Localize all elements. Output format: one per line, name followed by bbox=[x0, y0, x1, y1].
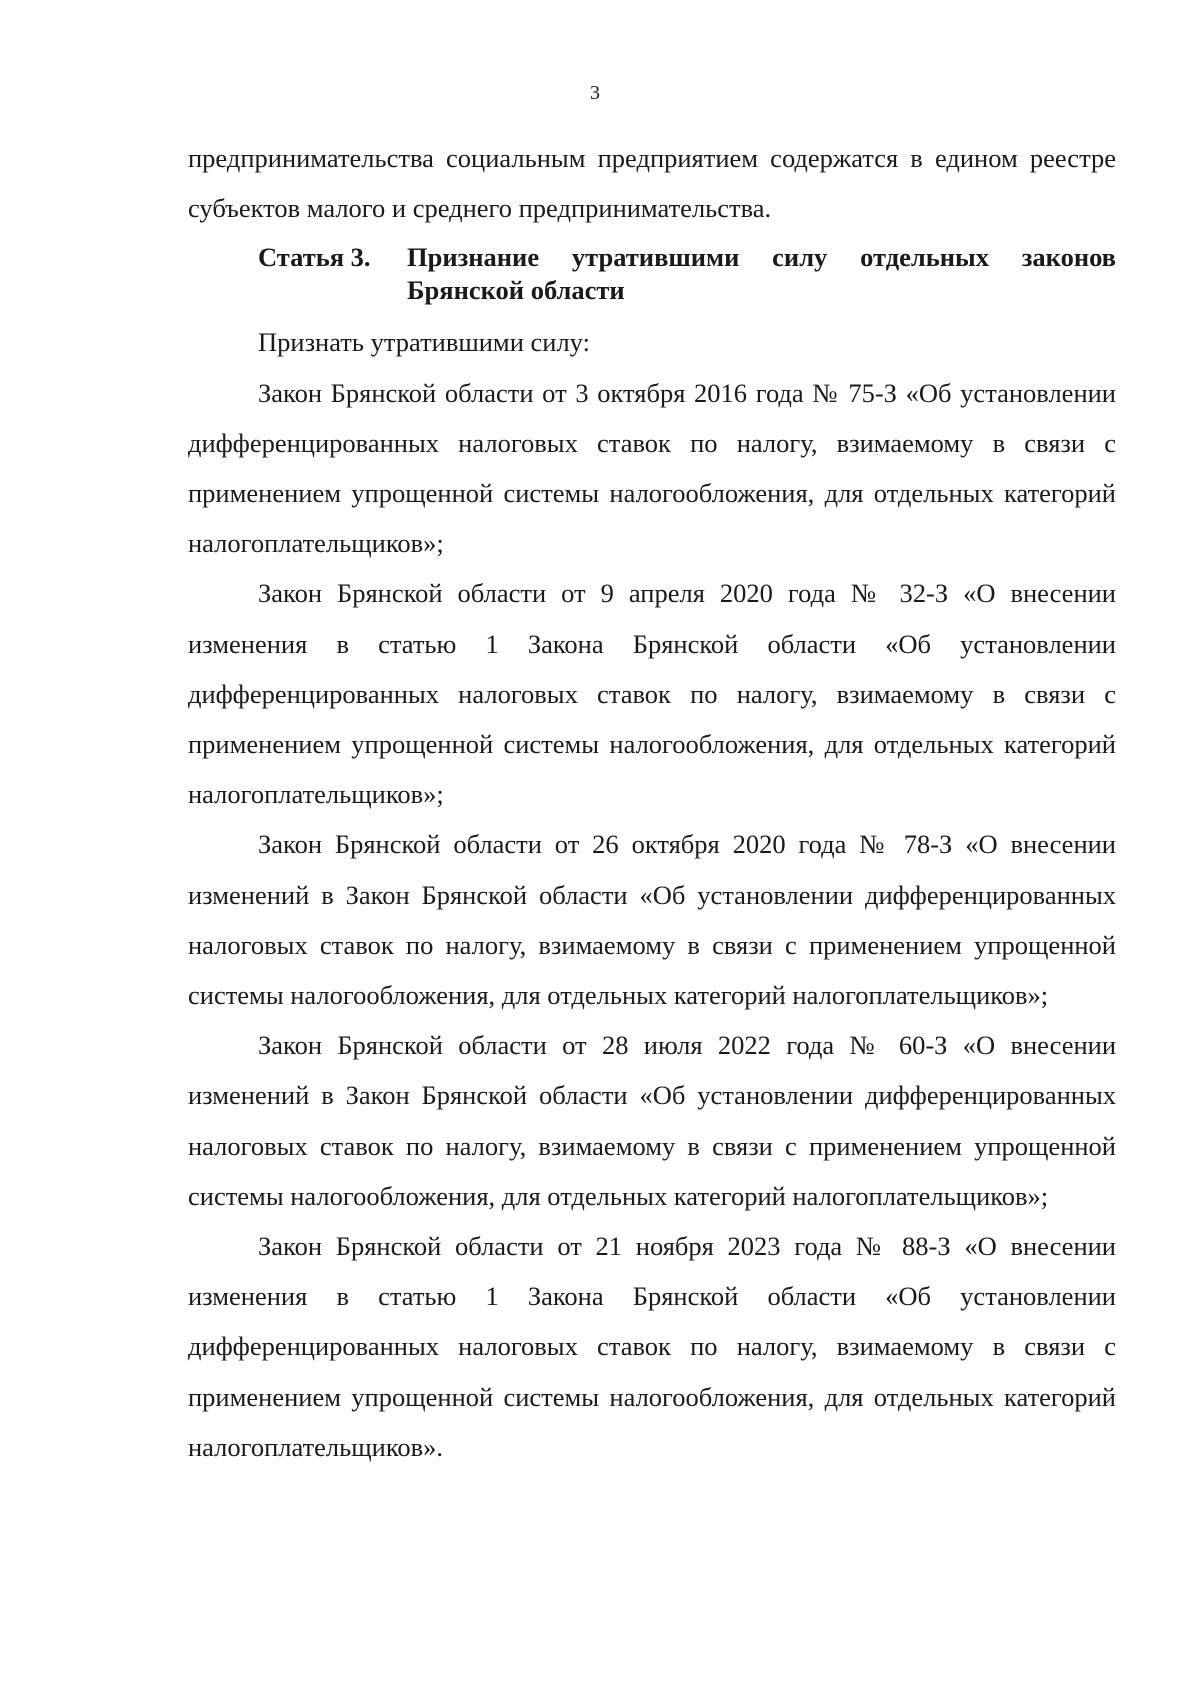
repealed-law-item: Закон Брянской области от 28 июля 2022 года № 60-З «О внесении изменений в Закон Брянской области «Об установлении дифференцированных налоговых ставок по налогу, взимаемому в связи с применением упрощенной системы налогообложения, для отдельных категорий налогоплательщиков»; bbox=[188, 1030, 1116, 1211]
document-body bbox=[188, 133, 1116, 1472]
article-heading bbox=[188, 233, 1116, 317]
repealed-law-item: Закон Брянской области от 9 апреля 2020 года № 32-З «О внесении изменения в статью 1 Закона Брянской области «Об установлении дифференцированных налоговых ставок по налогу, взимаемому в связи с применением упрощенной системы налогообложения, для отдельных категорий налогоплательщиков»; bbox=[188, 578, 1116, 810]
intro-paragraph: предпринимательства социальным предприятием содержатся в едином реестре субъектов малого и среднего предпринимательства. bbox=[188, 143, 1116, 224]
page-number: 3 bbox=[590, 82, 600, 104]
article-title bbox=[407, 241, 1116, 307]
repealed-law-item: Закон Брянской области от 3 октября 2016 года № 75-З «Об установлении дифференцированных налоговых ставок по налогу, взимаемому в связи с применением упрощенной системы налогообложения, для отдельных категорий налогоплательщиков»; bbox=[188, 377, 1116, 559]
repealed-law-item: Закон Брянской области от 26 октября 2020 года № 78-З «О внесении изменений в Закон Брянской области «Об установлении дифференцированных налоговых ставок по налогу, взимаемому в связи с применением упрощенной системы налогообложения, для отдельных категорий налогоплательщиков»; bbox=[188, 829, 1116, 1011]
article-title-line-2: Брянской области bbox=[407, 275, 625, 306]
article-number: Статья 3. bbox=[258, 242, 371, 273]
article-title-line-1: Признание утратившими силу отдельных законов bbox=[407, 242, 1116, 273]
lead-sentence: Признать утратившими силу: bbox=[258, 327, 590, 358]
repealed-law-item: Закон Брянской области от 21 ноября 2023 года № 88-З «О внесении изменения в статью 1 Закона Брянской области «Об установлении дифференцированных налоговых ставок по налогу, взимаемому в связи с применением упрощенной системы налогообложения, для отдельных категорий налогоплательщиков». bbox=[188, 1231, 1116, 1462]
